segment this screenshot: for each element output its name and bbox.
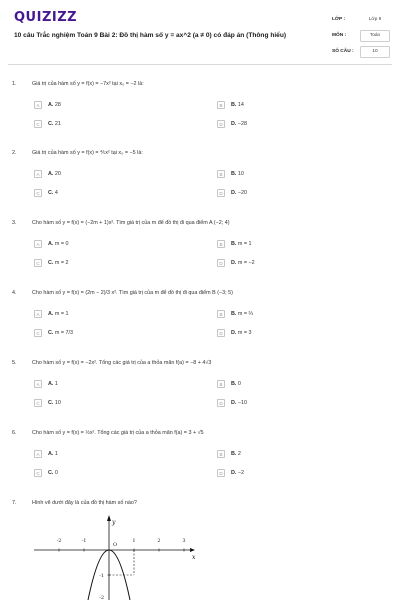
meta-label: SỐ CÂU : (332, 49, 354, 54)
option-text: D. m = −2 (231, 260, 255, 266)
meta-value: 10 (360, 46, 390, 58)
option-d[interactable] (217, 328, 387, 338)
option-text: C. m = 2 (48, 260, 69, 266)
y-axis-label: y (112, 519, 116, 526)
y-axis-arrow (107, 515, 111, 521)
document-title: 10 câu Trắc nghiệm Toán 9 Bài 2: Đồ thị hàm số y = ax^2 (a ≠ 0) có đáp án (Thông hiểu) (14, 32, 287, 39)
question-text: Cho hàm số y = f(x) = (2m − 2)/3 x². Tìm giá trị của m để đồ thị đi qua điểm B (−3; 5) (32, 290, 233, 296)
option-c[interactable] (34, 119, 204, 129)
question-text: Cho hàm số y = f(x) = ½x². Tổng các giá trị của a thỏa mãn f(a) = 3 + √5 (32, 430, 204, 436)
option-text: D. −2 (231, 470, 245, 476)
meta-panel (332, 14, 390, 62)
origin-label: O (113, 542, 118, 548)
option-key-box: B (217, 450, 225, 458)
meta-value: Lớp 9 (368, 16, 382, 22)
option-key-box: A (34, 101, 42, 109)
option-b[interactable] (217, 449, 387, 459)
question-number: 1. (12, 81, 17, 87)
option-d[interactable] (217, 258, 387, 268)
meta-row-count (332, 46, 390, 57)
question-2 (12, 149, 390, 197)
option-d[interactable] (217, 188, 387, 198)
option-d[interactable] (217, 468, 387, 478)
option-c[interactable] (34, 258, 204, 268)
question-text: Cho hàm số y = f(x) = (−2m + 1)x². Tìm giá trị của m để đồ thị đi qua điểm A (−2; 4) (32, 220, 230, 226)
option-key-box: C (34, 189, 42, 197)
option-text: A. m = 1 (48, 311, 69, 317)
x-tick-label: -2 (56, 538, 62, 544)
option-key-box: C (34, 259, 42, 267)
question-3 (12, 219, 390, 267)
question-number: 6. (12, 430, 17, 436)
option-a[interactable] (34, 169, 204, 179)
question-5 (12, 359, 390, 407)
option-key-box: C (34, 399, 42, 407)
option-text: C. 10 (48, 400, 61, 406)
option-text: B. 10 (231, 171, 244, 177)
option-b[interactable] (217, 100, 387, 110)
option-key-box: D (217, 469, 225, 477)
option-key-box: A (34, 170, 42, 178)
option-key-box: D (217, 120, 225, 128)
question-text: Cho hàm số y = f(x) = −2x². Tổng các giá trị của a thỏa mãn f(a) = −8 + 4√3 (32, 360, 212, 366)
option-key-box: A (34, 240, 42, 248)
x-axis-label: x (192, 554, 196, 561)
question-text: Giá trị của hàm số y = f(x) = −7x² tại x₀ = −2 là: (32, 81, 144, 87)
option-d[interactable] (217, 119, 387, 129)
header-divider (8, 64, 392, 65)
y-tick-label: -2 (99, 595, 104, 600)
question-7 (12, 499, 390, 507)
question-6 (12, 429, 390, 477)
option-a[interactable] (34, 309, 204, 319)
x-tick-label: 1 (132, 538, 136, 544)
x-axis-arrow (190, 548, 195, 552)
option-key-box: A (34, 450, 42, 458)
option-text: C. 21 (48, 121, 61, 127)
option-key-box: B (217, 380, 225, 388)
option-text: D. m = 3 (231, 330, 252, 336)
option-text: B. 14 (231, 102, 244, 108)
question-text: Giá trị của hàm số y = f(x) = ⅘x² tại x₀ = −5 là: (32, 150, 143, 156)
option-key-box: B (217, 310, 225, 318)
option-text: B. 0 (231, 381, 241, 387)
option-key-box: D (217, 189, 225, 197)
option-c[interactable] (34, 398, 204, 408)
option-a[interactable] (34, 100, 204, 110)
option-text: D. −20 (231, 190, 248, 196)
option-text: B. m = ⅔ (231, 311, 254, 317)
x-tick-label: -1 (81, 538, 87, 544)
meta-row-subject (332, 30, 390, 41)
option-d[interactable] (217, 398, 387, 408)
question-number: 7. (12, 500, 17, 506)
option-key-box: B (217, 170, 225, 178)
option-c[interactable] (34, 468, 204, 478)
question-number: 5. (12, 360, 17, 366)
question-number: 2. (12, 150, 17, 156)
option-key-box: B (217, 101, 225, 109)
option-b[interactable] (217, 379, 387, 389)
option-text: B. 2 (231, 451, 241, 457)
option-key-box: D (217, 329, 225, 337)
question-number: 4. (12, 290, 17, 296)
option-text: A. m = 0 (48, 241, 69, 247)
option-c[interactable] (34, 328, 204, 338)
option-text: A. 1 (48, 451, 58, 457)
question-number: 3. (12, 220, 17, 226)
option-text: D. −28 (231, 121, 248, 127)
option-b[interactable] (217, 239, 387, 249)
meta-value: Toán (360, 30, 390, 42)
x-tick-label: 3 (182, 538, 186, 544)
option-text: C. 4 (48, 190, 58, 196)
option-b[interactable] (217, 309, 387, 319)
question-text: Hình vẽ dưới đây là của đồ thị hàm số nào? (32, 500, 137, 506)
option-a[interactable] (34, 239, 204, 249)
y-tick-label: -1 (99, 573, 104, 579)
option-key-box: A (34, 380, 42, 388)
option-key-box: C (34, 120, 42, 128)
option-text: D. −10 (231, 400, 248, 406)
question-1 (12, 80, 390, 128)
option-text: A. 28 (48, 102, 61, 108)
x-tick-label: 2 (157, 538, 161, 544)
meta-label: LỚP : (332, 17, 346, 22)
option-key-box: D (217, 259, 225, 267)
parabola-graph (30, 512, 210, 600)
quizizz-logo: QUIZIZZ (14, 10, 78, 25)
option-text: A. 1 (48, 381, 58, 387)
meta-row-grade (332, 14, 390, 25)
meta-label: MÔN : (332, 33, 347, 38)
option-b[interactable] (217, 169, 387, 179)
option-text: A. 20 (48, 171, 61, 177)
option-key-box: D (217, 399, 225, 407)
option-a[interactable] (34, 379, 204, 389)
option-key-box: B (217, 240, 225, 248)
option-text: C. 0 (48, 470, 58, 476)
question-4 (12, 289, 390, 337)
option-a[interactable] (34, 449, 204, 459)
option-key-box: A (34, 310, 42, 318)
option-key-box: C (34, 469, 42, 477)
option-c[interactable] (34, 188, 204, 198)
option-text: B. m = 1 (231, 241, 252, 247)
option-key-box: C (34, 329, 42, 337)
option-text: C. m = 7/3 (48, 330, 74, 336)
page-header (0, 0, 400, 60)
